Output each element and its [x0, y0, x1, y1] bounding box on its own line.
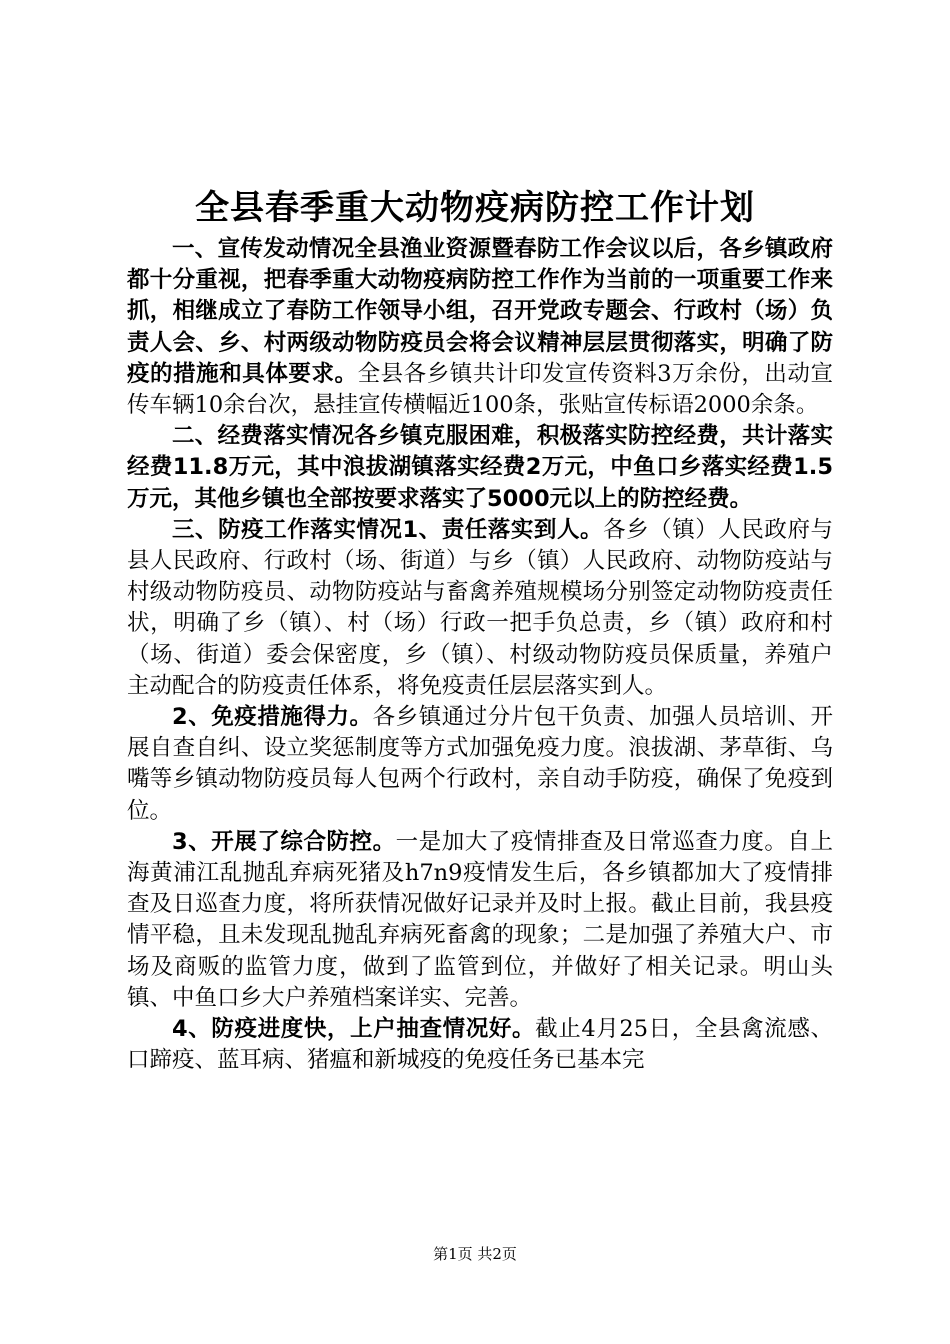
- paragraph-heading: 三、防疫工作落实情况1、责任落实到人。: [172, 516, 604, 543]
- document-title: 全县春季重大动物疫病防控工作计划: [195, 188, 755, 228]
- paragraph-text: 各乡镇通过分片包干负责、加强人员培训、开展自查自纠、设立奖惩制度等方式加强免疫力度。浪拔湖、茅草街、乌嘴等乡镇动物防疫员每人包两个行政村，亲自动手防疫，确保了免疫到位。: [127, 704, 833, 824]
- paragraph-comprehensive-control: [127, 827, 833, 1014]
- paragraph-text: 各乡（镇）人民政府与县人民政府、行政村（场、街道）与乡（镇）人民政府、动物防疫站与村级动物防疫员、动物防疫站与畜禽养殖规模场分别签定动物防疫责任状，明确了乡（镇）、村（场）行政一把手负总责，乡（镇）政府和村（场、街道）委会保密度，乡（镇）、村级动物防疫员保质量，养殖户主动配合的防疫责任体系，将免疫责任层层落实到人。: [127, 516, 833, 699]
- paragraph-heading: 4、防疫进度快，上户抽查情况好。: [172, 1016, 536, 1043]
- paragraph-funding: [127, 421, 833, 515]
- paragraph-text: 截止4月25日，全县禽流感、口蹄疫、蓝耳病、猪瘟和新城疫的免疫任务已基本完: [127, 1016, 833, 1074]
- paragraph-heading: 2、免疫措施得力。: [172, 704, 373, 731]
- paragraph-heading: 3、开展了综合防控。: [172, 828, 396, 855]
- paragraph-progress: [127, 1014, 833, 1076]
- paragraph-text: 全县各乡镇共计印发宣传资料3万余份，出动宣传车辆10余台次，悬挂宣传横幅近100条，张贴宣传标语2000余条。: [127, 360, 833, 419]
- paragraph-immunization: [127, 702, 833, 827]
- paragraph-heading: 一、宣传发动情况全县渔业资源暨春防工作会议以后，各乡镇政府都十分重视，把春季重大动物疫病防控工作作为当前的一项重要工作来抓，相继成立了春防工作领导小组，召开党政专题会、行政村（场）负责人会、乡、村两级动物防疫员会将会议精神层层贯彻落实，明确了防疫的措施和具体要求。: [127, 236, 833, 387]
- page-footer: 第1页 共2页: [433, 1245, 517, 1263]
- paragraph-heading: 二、经费落实情况各乡镇克服困难，积极落实防控经费，共计落实经费11.8万元，其中浪拔湖镇落实经费2万元，中鱼口乡落实经费1.5万元，其他乡镇也全部按要求落实了5000元以上的防控经费。: [127, 423, 833, 512]
- document-body: [127, 234, 833, 1076]
- paragraph-responsibility: [127, 515, 833, 702]
- paragraph-text: 一是加大了疫情排查及日常巡查力度。自上海黄浦江乱抛乱弃病死猪及h7n9疫情发生后，各乡镇都加大了疫情排查及日巡查力度，将所获情况做好记录并及时上报。截止目前，我县疫情平稳，且未发现乱抛乱弃病死畜禽的现象；二是加强了养殖大户、市场及商贩的监管力度，做到了监管到位，并做好了相关记录。明山头镇、中鱼口乡大户养殖档案详实、完善。: [127, 828, 833, 1011]
- paragraph-publicity: [127, 234, 833, 421]
